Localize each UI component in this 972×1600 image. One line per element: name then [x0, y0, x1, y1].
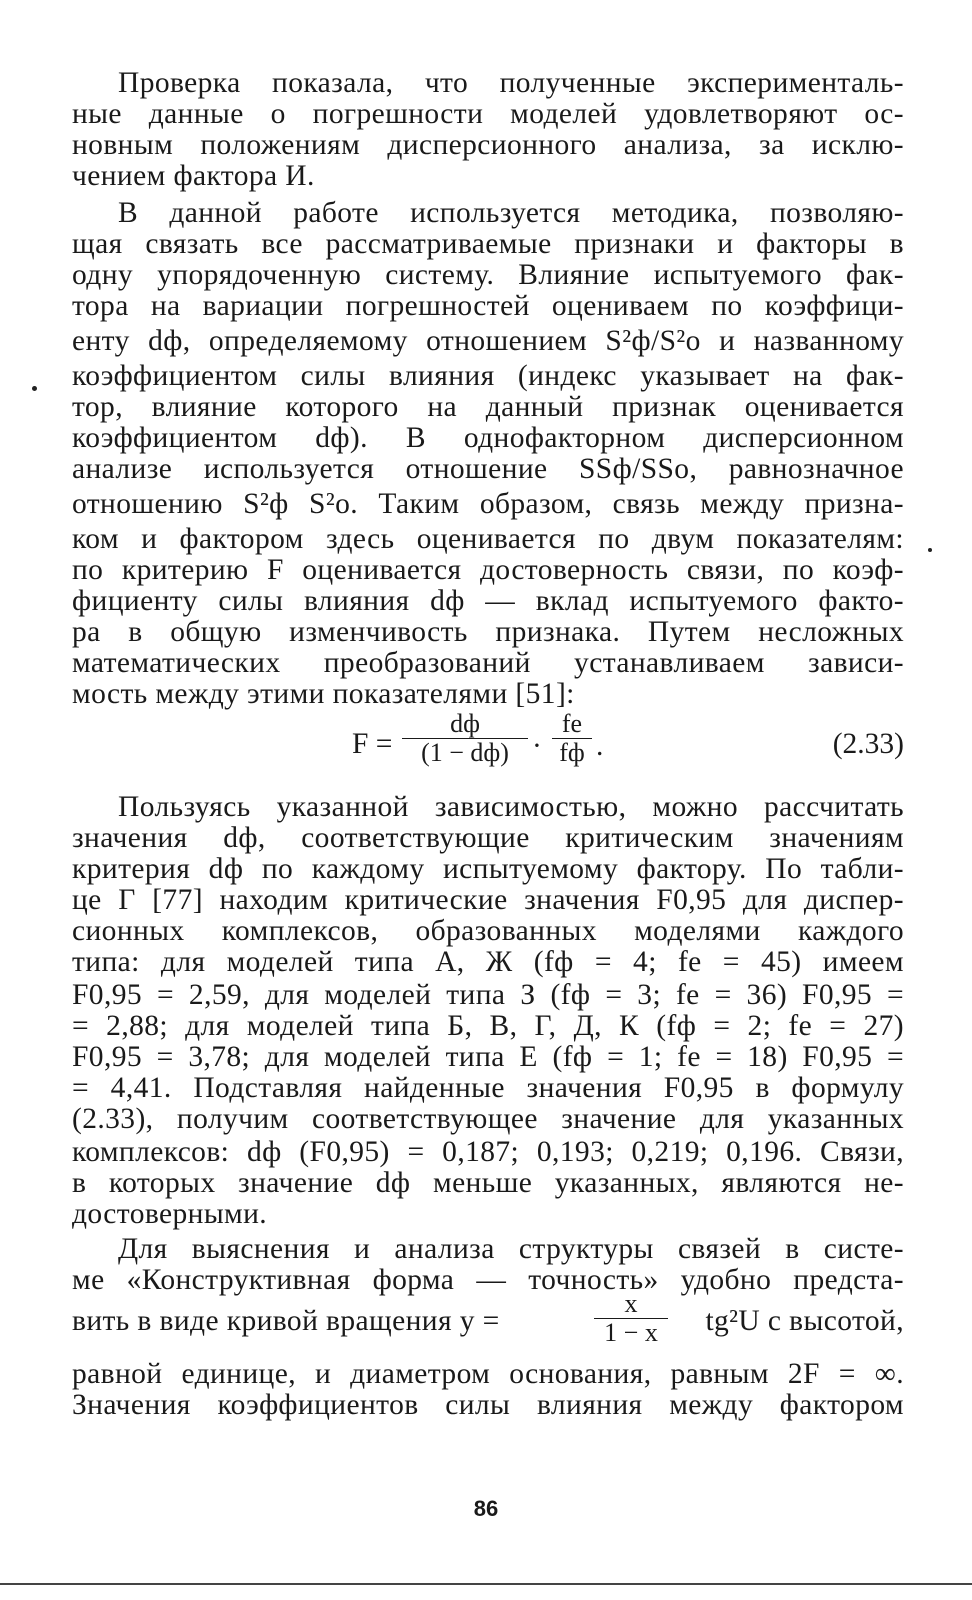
page-bottom-edge: [0, 1583, 972, 1585]
text-line: фициенту силы влияния dф — вклад испытуемого факто-: [72, 585, 904, 617]
fraction-1-numerator: dф: [450, 709, 480, 738]
text-line: В данной работе используется методика, позволяю-: [118, 197, 904, 229]
text-line: коэффициентом dф). В однофакторном дисперсионном: [72, 422, 904, 454]
equation-period: .: [596, 730, 604, 762]
text-line: одну упорядоченную систему. Влияние испытуемого фак-: [72, 259, 904, 291]
text-line: коэффициентом силы влияния (индекс указывает на фак-: [72, 360, 904, 392]
text-line: анализе используется отношение SSф/SSо, равнозначное: [72, 453, 904, 485]
text-line: чением фактора И.: [72, 160, 315, 192]
text-line: Пользуясь указанной зависимостью, можно рассчитать: [118, 791, 904, 823]
text-line: по критерию F оценивается достоверность связи, по коэф-: [72, 554, 904, 586]
equation-number: (2.33): [832, 728, 904, 760]
text-line: вить в виде кривой вращения y =: [72, 1305, 500, 1337]
text-line: Значения коэффициентов силы влияния между фактором: [72, 1389, 904, 1421]
inline-fraction-numerator: x: [624, 1289, 638, 1318]
text-line: = 4,41. Подставляя найденные значения F0,95 в формулу: [72, 1072, 904, 1104]
text-line: F0,95 = 3,78; для моделей типа Е (fф = 1; fе = 18) F0,95 =: [72, 1041, 904, 1073]
scan-speck: [32, 386, 37, 391]
fraction-2-denominator: fф: [559, 738, 585, 767]
fraction-2-numerator: fе: [561, 709, 583, 738]
text-line: ме «Конструктивная форма — точность» удобно предста-: [72, 1264, 904, 1296]
scan-speck: [928, 548, 932, 552]
text-line: равной единице, и диаметром основания, равным 2F = ∞.: [72, 1358, 904, 1390]
text-line: сионных комплексов, образованных моделями каждого: [72, 915, 904, 947]
fraction-1-denominator: (1 − dф): [421, 738, 509, 767]
text-line: енту dф, определяемому отношением S²ф/S²о и названному: [72, 325, 904, 357]
text-line: новным положениям дисперсионного анализа, за исклю-: [72, 129, 904, 161]
text-line: мость между этими показателями [51]:: [72, 678, 575, 710]
text-line: в которых значение dф меньше указанных, являются не-: [72, 1167, 904, 1199]
text-line: тор, влияние которого на данный признак оценивается: [72, 391, 904, 423]
text-line: ком и фактором здесь оценивается по двум показателям:: [72, 523, 904, 555]
text-line: комплексов: dф (F0,95) = 0,187; 0,193; 0,219; 0,196. Связи,: [72, 1136, 904, 1168]
text-line: типа: для моделей типа А, Ж (fф = 4; fе = 45) имеем: [72, 946, 904, 978]
text-line: щая связать все рассматриваемые признаки и факторы в: [72, 228, 904, 260]
multiplication-dot: ·: [532, 730, 542, 762]
text-line: ра в общую изменчивость признака. Путем несложных: [72, 616, 904, 648]
equation-2-33: [340, 700, 904, 784]
inline-fraction-denominator: 1 − x: [604, 1318, 658, 1347]
text-line: це Г [77] находим критические значения F0,95 для диспер-: [72, 884, 904, 916]
text-line: тора на вариации погрешностей оцениваем по коэффици-: [72, 290, 904, 322]
text-line: F0,95 = 2,59, для моделей типа З (fф = 3; fе = 36) F0,95 =: [72, 979, 904, 1011]
text-line: Проверка показала, что полученные эксперименталь-: [118, 67, 904, 99]
text-line: (2.33), получим соответствующее значение для указанных: [72, 1103, 904, 1135]
text-line: отношению S²ф S²о. Таким образом, связь между призна-: [72, 488, 904, 520]
text-line: = 2,88; для моделей типа Б, В, Г, Д, К (fф = 2; fе = 27): [72, 1010, 904, 1042]
page-number: 86: [473, 1496, 499, 1521]
text-line: достоверными.: [72, 1198, 268, 1230]
text-line: математических преобразований устанавливаем зависи-: [72, 647, 904, 679]
text-line: критерия dф по каждому испытуемому фактору. По табли-: [72, 853, 904, 885]
text-line: ные данные о погрешности моделей удовлетворяют ос-: [72, 98, 904, 130]
text-line: значения dф, соответствующие критическим значениям: [72, 822, 904, 854]
text-line: Для выяснения и анализа структуры связей в систе-: [118, 1233, 904, 1265]
fraction-1: [402, 710, 528, 767]
text-line: tg²U с высотой,: [705, 1305, 904, 1337]
fraction-2: [552, 710, 592, 767]
inline-fraction: [594, 1290, 668, 1347]
equation-lhs: F =: [352, 728, 393, 760]
